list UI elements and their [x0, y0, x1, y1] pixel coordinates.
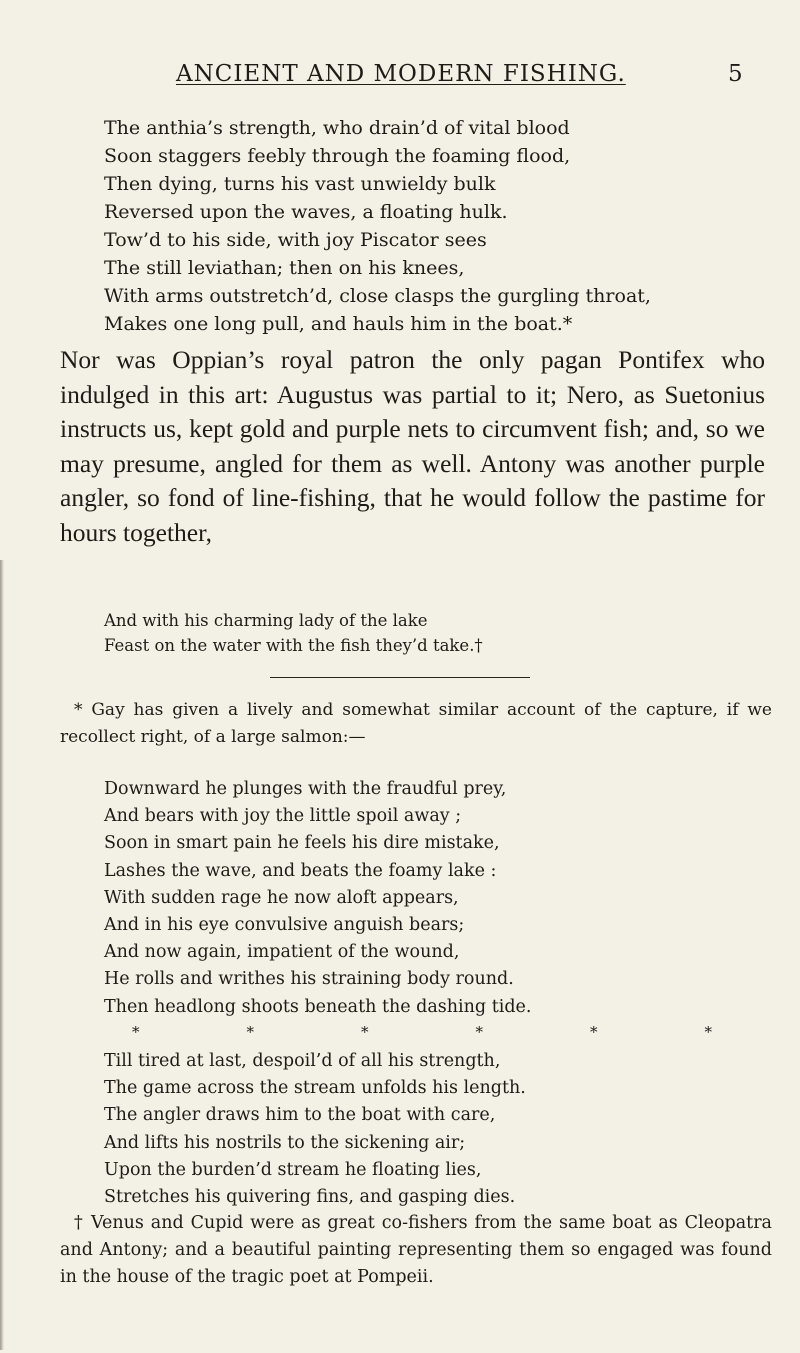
footnote-verse-b [104, 1048, 526, 1211]
verse-line: And now again, impatient of the wound, [104, 942, 460, 963]
footnote-divider [270, 677, 530, 678]
page-number: 5 [728, 61, 743, 87]
verse-line: Upon the burden’d stream he floating lies, [104, 1159, 482, 1180]
verse-line: The angler draws him to the boat with care, [104, 1105, 496, 1126]
verse-line: The still leviathan; then on his knees, [104, 257, 465, 279]
verse-line: And bears with joy the little spoil away ; [104, 806, 462, 827]
asterisk: * [590, 1023, 598, 1041]
asterisk: * [246, 1023, 254, 1041]
asterisk-row [132, 1023, 712, 1041]
verse-line: Reversed upon the waves, a floating hulk. [104, 201, 508, 223]
verse-line: Downward he plunges with the fraudful prey, [104, 779, 507, 799]
asterisk: * [132, 1023, 140, 1041]
verse-line: He rolls and writhes his straining body round. [104, 969, 514, 990]
verse-line: And lifts his nostrils to the sickening air; [104, 1132, 466, 1153]
footnote-text: * Gay has given a lively and somewhat similar account of the capture, if we recollect right, of a large salmon:— [60, 700, 772, 747]
verse-line: Lashes the wave, and beats the foamy lake : [104, 860, 497, 881]
verse-line: Feast on the water with the fish they’d take.† [104, 636, 483, 655]
verse-line: The game across the stream unfolds his length. [104, 1078, 526, 1099]
footnote-1-intro [60, 697, 772, 751]
footnote-verse-a [104, 776, 531, 1021]
running-title: ANCIENT AND MODERN FISHING. [176, 61, 626, 87]
verse-line: The anthia’s strength, who drain’d of vital blood [104, 117, 570, 139]
verse-line: And with his charming lady of the lake [104, 611, 428, 630]
asterisk: * [704, 1023, 712, 1041]
asterisk: * [361, 1023, 369, 1041]
main-paragraph: Nor was Oppian’s royal patron the only pagan Pontifex who indulged in this art: Augustus was partial to it; Nero, as Suetonius instructs us, kept gold and purple nets to circumvent fish; and, so we may presume, angled for them as well. Antony was another purple angler, so fond of line-fishing, that he would follow the pastime for hours together, [60, 345, 765, 547]
verse-line: Tow’d to his side, with joy Piscator sees [104, 229, 487, 251]
verse-top [104, 114, 651, 338]
verse-line: Stretches his quivering fins, and gasping dies. [104, 1187, 516, 1208]
verse-line: Then headlong shoots beneath the dashing tide. [104, 996, 532, 1017]
asterisk: * [475, 1023, 483, 1041]
footnote-2: † Venus and Cupid were as great co-fishers from the same boat as Cleopatra and Antony; and a beautiful painting representing them so engaged was found in the house of the tragic poet at Pompeii. [60, 1213, 772, 1287]
verse-line: Soon in smart pain he feels his dire mistake, [104, 833, 500, 854]
verse-line: With arms outstretch’d, close clasps the gurgling throat, [104, 285, 651, 307]
verse-line: Soon staggers feebly through the foaming flood, [104, 145, 571, 167]
verse-quote [104, 608, 483, 658]
page-edge-shadow [0, 560, 4, 1350]
verse-line: And in his eye convulsive anguish bears; [104, 915, 465, 936]
verse-line: Till tired at last, despoil’d of all his strength, [104, 1051, 501, 1071]
running-header [0, 55, 800, 95]
verse-line: Makes one long pull, and hauls him in the boat.* [104, 313, 573, 335]
verse-line: Then dying, turns his vast unwieldy bulk [104, 173, 496, 195]
verse-line: With sudden rage he now aloft appears, [104, 887, 459, 908]
